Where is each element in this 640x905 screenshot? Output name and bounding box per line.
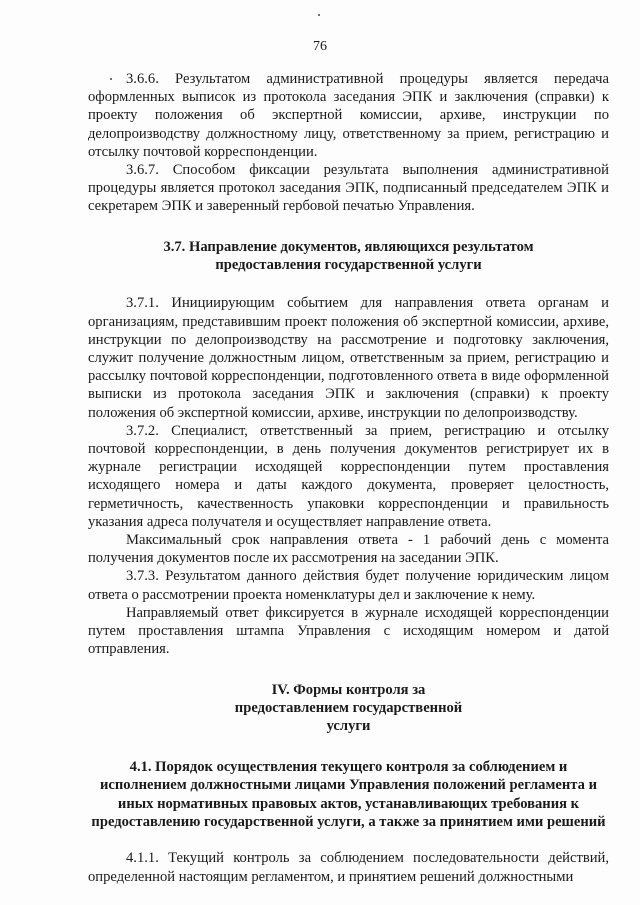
- paragraph-3-6-7: 3.6.7. Способом фиксации результата выполнения административной процедуры является протокол заседания ЭПК, подписанный председателем ЭПК и секретарем ЭПК и заверенный гербовой печатью Управления.: [88, 162, 609, 215]
- scan-speck: [318, 14, 320, 16]
- paragraph-3-7-3: 3.7.3. Результатом данного действия будет получение юридическим лицом ответа о рассмотрении проекта номенклатуры дел и заключение к нему.: [88, 568, 609, 603]
- page-number: 76: [313, 39, 327, 54]
- paragraph-outgoing-registration: Направляемый ответ фиксируется в журнале исходящей корреспонденции путем проставления штампа Управления с исходящим номером и датой отправления.: [88, 604, 609, 658]
- paragraph-3-6-6: 3.6.6. Результатом административной процедуры является передача оформленных выписок из протокола заседания ЭПК и заключения (справки) к проекту положения об экспертной комиссии, архиве, инструкции по делопроизводству должностному лицу, ответственному за прием, регистрацию и отсылку почтовой корреспонденции.: [88, 71, 609, 160]
- paragraph-3-7-1: 3.7.1. Инициирующим событием для направления ответа органам и организациям, представившим проект положения об экспертной комиссии, архиве, инструкции по делопроизводству на рассмотрение и подготовку заключения, служит получение должностным лицом, ответственным за прием, регистрацию и рассылку почтовой корреспонденции, подготовленного ответа в виде оформленной выписки из протокола заседания ЭПК и заключения (справки) к проекту положения об экспертной комиссии, архиве, инструкции по делопроизводству.: [88, 295, 609, 421]
- paragraph-3-7-2: 3.7.2. Специалист, ответственный за прием, регистрацию и отсылку почтовой корреспонденции, в день получения документов регистрирует их в журнале регистрации исходящей корреспонденции путем проставления исходящего номера и даты каждого документа, проверяет целостность, герметичность, качественность упаковки корреспонденции и правильность указания адреса получателя и осуществляет направление ответа.: [88, 422, 609, 530]
- section-heading-3-7: 3.7. Направление документов, являющихся результатом предоставления государственной услуги: [163, 238, 534, 274]
- section-heading-iv: IV. Формы контроля за предоставлением государственной услуги: [234, 681, 463, 735]
- section-heading-4-1: 4.1. Порядок осуществления текущего контроля за соблюдением и исполнением должностными лицами Управления положений регламента и иных нормативных правовых актов, устанавливающих требования к предоставлению государственной услуги, а также за принятием ими решений: [91, 758, 606, 830]
- document-body: [88, 70, 609, 886]
- paragraph-4-1-1: 4.1.1. Текущий контроль за соблюдением последовательности действий, определенной настоящим регламентом, и принятием решений должностными: [88, 850, 609, 885]
- paragraph-max-term: Максимальный срок направления ответа - 1 рабочий день с момента получения документов после их рассмотрения на заседании ЭПК.: [88, 532, 609, 567]
